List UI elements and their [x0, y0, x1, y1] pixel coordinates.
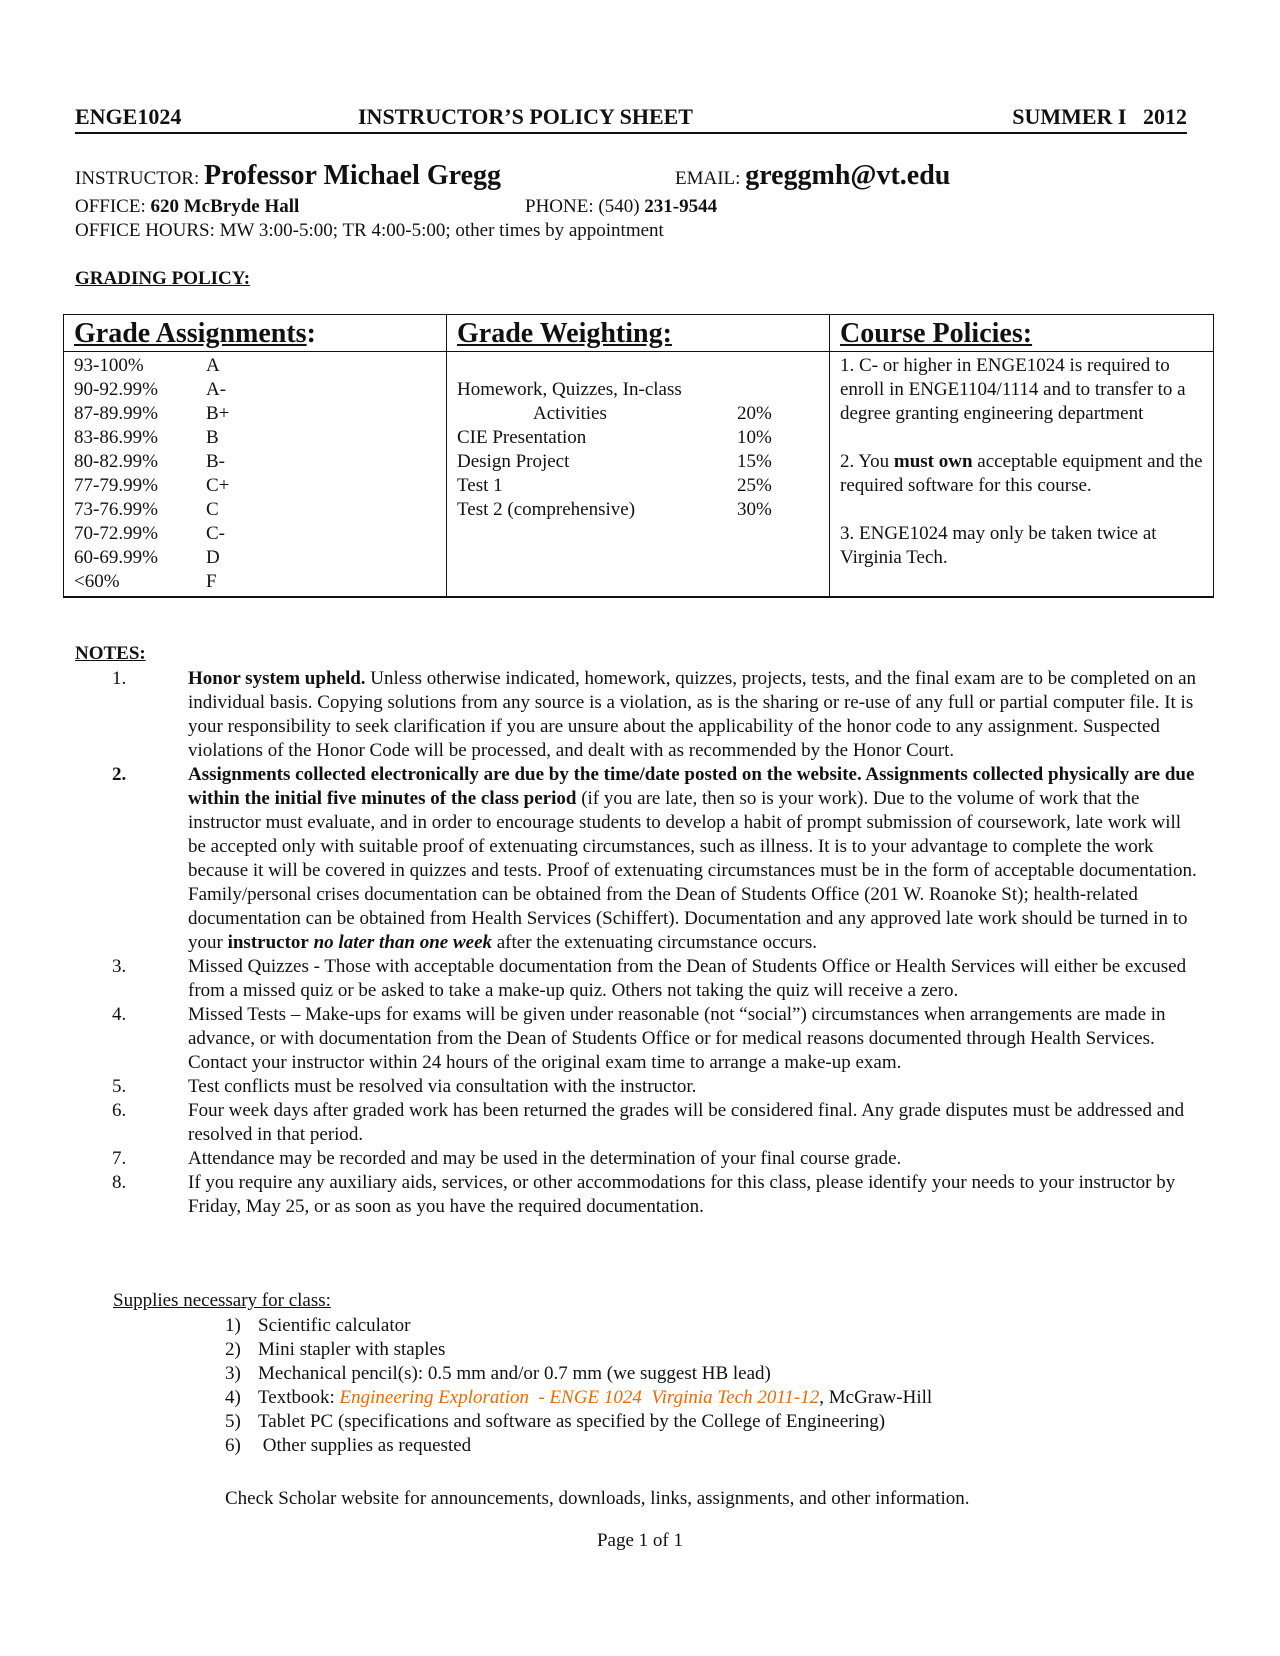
grade-row: 73-76.99% C	[74, 499, 219, 520]
grade-row: 83-86.99% B	[74, 427, 219, 448]
supply-item: 3) Mechanical pencil(s): 0.5 mm and/or 0.7 mm (we suggest HB lead)	[225, 1363, 771, 1384]
note-6: 6. Four week days after graded work has been returned the grades will be considered final. Any grade disputes must be addressed and resolved in that period.	[112, 1100, 1185, 1145]
weight-row: Design Project 15%	[457, 451, 772, 472]
grading-policy-title: GRADING POLICY:	[75, 268, 251, 289]
supply-item: 6) Other supplies as requested	[225, 1435, 472, 1456]
grade-row: 70-72.99% C-	[74, 523, 225, 544]
phone-label: PHONE: (540)	[525, 196, 645, 217]
instructor-label: INSTRUCTOR:	[75, 168, 204, 189]
supply-item: 2) Mini stapler with staples	[225, 1339, 446, 1360]
course-policies-heading: Course Policies:	[830, 315, 1214, 352]
grade-weighting-cell	[447, 352, 830, 598]
grade-weighting-heading: Grade Weighting:	[447, 315, 830, 352]
office-label: OFFICE:	[75, 196, 151, 217]
notes-title: NOTES:	[75, 643, 146, 664]
supply-item: 5) Tablet PC (specifications and software as specified by the College of Engineering)	[225, 1411, 886, 1432]
grade-row: 60-69.99% D	[74, 547, 220, 568]
term: SUMMER I 2012	[1012, 104, 1187, 129]
note-2: 2. Assignments collected electronically are due by the time/date posted on the website. Assignments collected physically are due within the initial five minutes of the class period (if you are late, then so is your work). Due to the volume of work that the instructor must evaluate, and in order to encourage students to develop a habit of prompt submission of coursework, late work will be accepted only with suitable proof of extenuating circumstances, such as illness. It is to your advantage to complete the work because it will be covered in quizzes and tests. Proof of extenuating circumstances must be in the form of acceptable documentation. Family/personal crises documentation can be obtained from the Dean of Students Office (201 W. Roanoke St); health-related documentation can be obtained from Health Services (Schiffert). Documentation and any approved late work should be turned in to your instructor no later than one week after the extenuating circumstance occurs.	[112, 764, 1197, 953]
email-line	[675, 160, 950, 192]
grade-row: <60% F	[74, 571, 217, 592]
grade-row: 93-100% A	[74, 355, 220, 376]
grade-row: 77-79.99% C+	[74, 475, 230, 496]
weight-row: Test 2 (comprehensive) 30%	[457, 499, 772, 520]
grade-row: 87-89.99% B+	[74, 403, 230, 424]
phone-line	[525, 196, 717, 218]
sheet-title: INSTRUCTOR’S POLICY SHEET	[358, 104, 693, 129]
grade-assignments-cell	[64, 352, 447, 598]
notes-list	[112, 667, 1202, 1219]
page-number: Page 1 of 1	[596, 1530, 683, 1551]
policy-2: 2. You must own acceptable equipment and the required software for this course.	[840, 451, 1203, 496]
instructor-name: Professor Michael Gregg	[203, 160, 502, 191]
note-5: 5. Test conflicts must be resolved via consultation with the instructor.	[112, 1076, 697, 1097]
grading-table	[63, 314, 1214, 598]
sheet-header	[75, 104, 1187, 134]
weight-row-activities: Activities 20%	[533, 403, 772, 424]
email-address: greggmh@vt.edu	[745, 160, 951, 191]
supplies-title: Supplies necessary for class:	[113, 1290, 331, 1311]
office-line	[75, 196, 299, 218]
note-1: 1. Honor system upheld. Unless otherwise indicated, homework, quizzes, projects, tests, and the final exam are to be completed on an individual basis. Copying solutions from any source is a violation, as is the sharing or re-use of any full or partial computer file. It is your responsibility to seek clarification if you are unsure about the applicability of the honor code to any assignment. Suspected violations of the Honor Code will be processed, and dealt with as recommended by the Honor Court.	[112, 668, 1197, 761]
office-location: 620 McBryde Hall	[150, 196, 300, 217]
policy-3: 3. ENGE1024 may only be taken twice at Virginia Tech.	[840, 523, 1157, 568]
supply-item: 1) Scientific calculator	[225, 1315, 411, 1336]
weight-row-homework: Homework, Quizzes, In-class	[457, 379, 682, 400]
grade-assignments-heading: Grade Assignments:	[64, 315, 447, 352]
office-hours: OFFICE HOURS: MW 3:00-5:00; TR 4:00-5:00; other times by appointment	[75, 220, 664, 241]
note-4: 4. Missed Tests – Make-ups for exams will be given under reasonable (not “social”) circumstances when arrangements are made in advance, or with documentation from the Dean of Students Office or for medical reasons documented through Health Services. Contact your instructor within 24 hours of the original exam time to arrange a make-up exam.	[112, 1004, 1166, 1073]
grade-row: 80-82.99% B-	[74, 451, 225, 472]
supplies-list	[225, 1314, 932, 1458]
phone-number: 231-9544	[644, 196, 718, 217]
note-3: 3. Missed Quizzes - Those with acceptable documentation from the Dean of Students Office or Health Services will either be excused from a missed quiz or be asked to take a make-up quiz. Others not taking the quiz will receive a zero.	[112, 956, 1187, 1001]
scholar-note: Check Scholar website for announcements, downloads, links, assignments, and other information.	[225, 1488, 970, 1509]
note-8: 8. If you require any auxiliary aids, services, or other accommodations for this class, please identify your needs to your instructor by Friday, May 25, or as soon as you have the required documentation.	[112, 1172, 1176, 1217]
grade-row: 90-92.99% A-	[74, 379, 227, 400]
email-label: EMAIL:	[675, 168, 746, 189]
policy-1: 1. C- or higher in ENGE1024 is required to enroll in ENGE1104/1114 and to transfer to a degree granting engineering department	[840, 355, 1186, 424]
weight-row: CIE Presentation 10%	[457, 427, 772, 448]
course-code: ENGE1024	[75, 104, 182, 129]
supply-item-textbook: 4) Textbook: Engineering Exploration - ENGE 1024 Virginia Tech 2011-12, McGraw-Hill	[225, 1387, 933, 1408]
textbook-title: Engineering Exploration - ENGE 1024 Virginia Tech 2011-12	[339, 1387, 820, 1408]
note-7: 7. Attendance may be recorded and may be used in the determination of your final course grade.	[112, 1148, 902, 1169]
weight-row: Test 1 25%	[457, 475, 772, 496]
instructor-line	[75, 160, 501, 192]
course-policies-cell	[830, 352, 1214, 598]
